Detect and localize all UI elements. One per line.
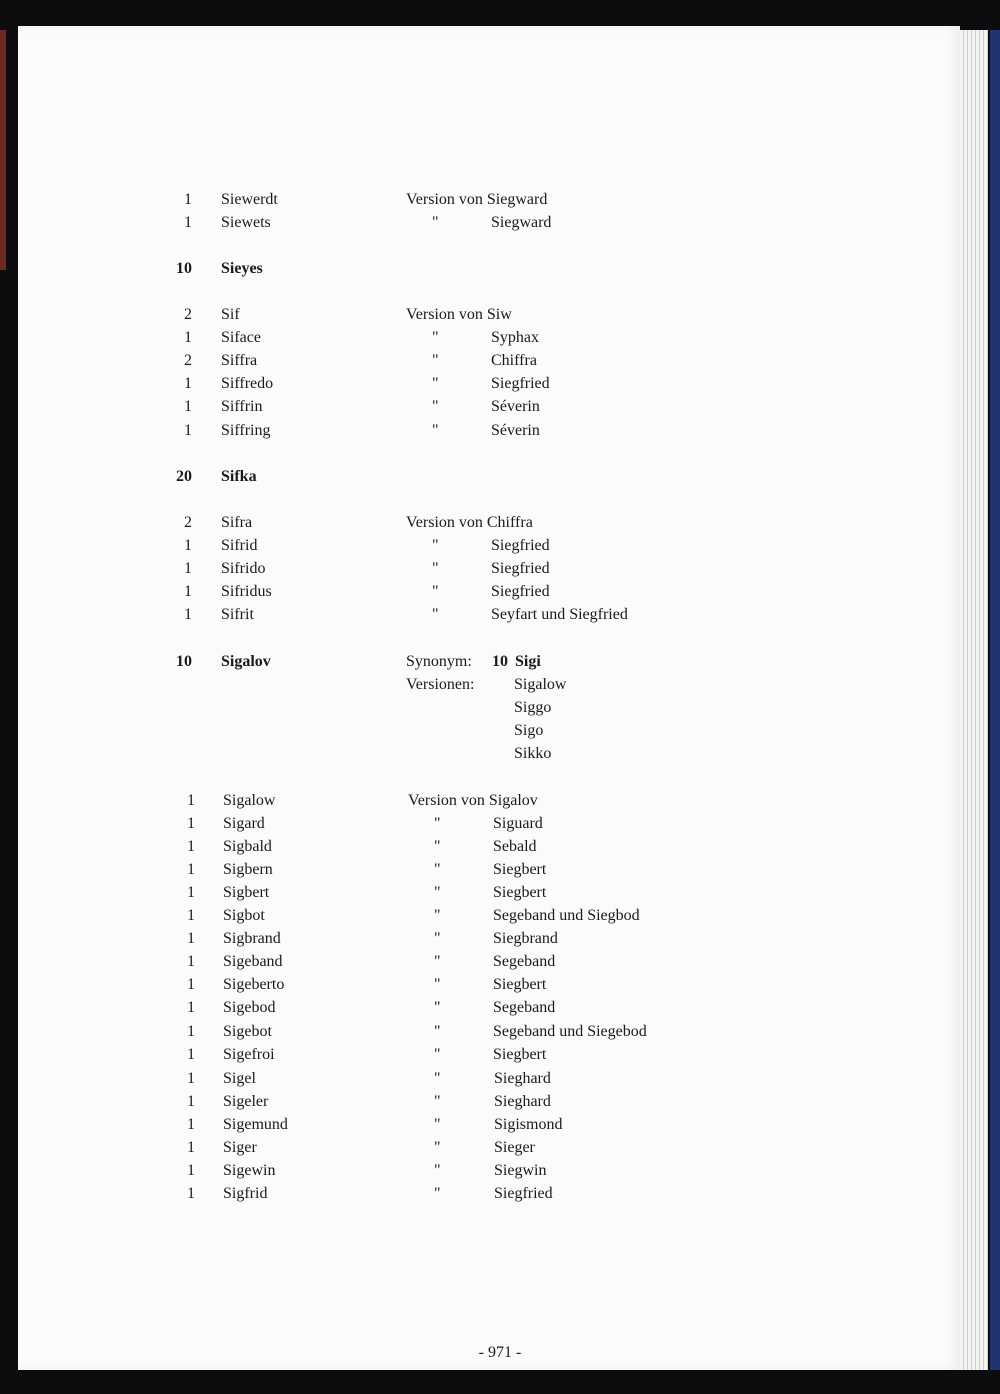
list-item xyxy=(0,651,1000,673)
list-item xyxy=(0,1068,1000,1090)
entry-target: Siegbert xyxy=(493,884,547,901)
entry-name: Sigbot xyxy=(223,907,265,924)
entry-target: Séverin xyxy=(491,422,540,439)
entry-frequency: 1 xyxy=(184,398,192,415)
entry-name: Siewerdt xyxy=(221,191,278,208)
list-item xyxy=(0,1044,1000,1066)
entry-frequency: 1 xyxy=(187,1162,195,1179)
entry-name: Siffredo xyxy=(221,375,274,392)
entry-name: Siffra xyxy=(221,352,258,369)
list-item xyxy=(0,997,1000,1019)
ditto-mark: " xyxy=(434,1116,441,1133)
entry-target: Siegbert xyxy=(493,976,547,993)
entry-frequency: 1 xyxy=(187,999,195,1016)
entry-name: Sigbald xyxy=(223,838,272,855)
entry-name: Sigemund xyxy=(223,1116,288,1133)
list-item xyxy=(0,720,1000,742)
entry-frequency: 1 xyxy=(187,792,195,809)
list-item xyxy=(0,466,1000,488)
ditto-mark: " xyxy=(434,976,441,993)
ditto-mark: " xyxy=(434,1046,441,1063)
entry-frequency: 1 xyxy=(187,838,195,855)
list-item xyxy=(0,1160,1000,1182)
entry-frequency: 1 xyxy=(187,884,195,901)
entry-target: Segeband und Siegebod xyxy=(493,1023,647,1040)
entry-frequency: 2 xyxy=(184,352,192,369)
entry-target: Segeband xyxy=(493,999,556,1016)
list-item xyxy=(0,512,1000,534)
ditto-mark: " xyxy=(432,214,439,231)
entry-name: Sigbern xyxy=(223,861,273,878)
ditto-mark: " xyxy=(434,1139,441,1156)
list-item xyxy=(0,790,1000,812)
entry-target: Sieghard xyxy=(494,1070,551,1087)
entry-info: Version von Sigalov xyxy=(408,792,538,809)
entry-frequency: 1 xyxy=(187,1139,195,1156)
entry-target: Siegfried xyxy=(491,537,550,554)
entry-target: Siegward xyxy=(491,214,552,231)
list-item xyxy=(0,1137,1000,1159)
entry-name: Sifra xyxy=(221,514,253,531)
entry-frequency: 1 xyxy=(184,583,192,600)
entry-frequency: 1 xyxy=(187,1093,195,1110)
ditto-mark: " xyxy=(434,907,441,924)
entry-target: Syphax xyxy=(491,329,539,346)
ditto-mark: " xyxy=(432,560,439,577)
entry-name: Sigebot xyxy=(223,1023,272,1040)
ditto-mark: " xyxy=(434,930,441,947)
ditto-mark: " xyxy=(432,329,439,346)
entry-frequency: 1 xyxy=(187,1070,195,1087)
entry-target: Sieger xyxy=(494,1139,535,1156)
ditto-mark: " xyxy=(434,884,441,901)
entry-name: Siface xyxy=(221,329,261,346)
entry-frequency: 2 xyxy=(184,306,192,323)
ditto-mark: " xyxy=(434,1023,441,1040)
entry-name: Siffrin xyxy=(221,398,263,415)
list-item xyxy=(0,743,1000,765)
list-item xyxy=(0,974,1000,996)
ditto-mark: " xyxy=(434,861,441,878)
entry-target: Siegfried xyxy=(491,560,550,577)
entry-target: Seyfart und Siegfried xyxy=(491,606,628,623)
list-item xyxy=(0,396,1000,418)
entry-name: Sigbert xyxy=(223,884,270,901)
entry-target: Siguard xyxy=(493,815,543,832)
entry-name: Siewets xyxy=(221,214,271,231)
list-item xyxy=(0,836,1000,858)
list-item xyxy=(0,1183,1000,1205)
entry-name: Sifka xyxy=(221,468,257,485)
entry-frequency: 1 xyxy=(187,1185,195,1202)
synonym-frequency: 10 xyxy=(492,653,508,670)
book-spine-edge xyxy=(0,30,6,270)
entry-frequency: 1 xyxy=(187,1046,195,1063)
entry-info: Versionen: xyxy=(406,676,475,693)
ditto-mark: " xyxy=(432,537,439,554)
entry-info: Version von Chiffra xyxy=(406,514,533,531)
list-item xyxy=(0,304,1000,326)
ditto-mark: " xyxy=(434,1185,441,1202)
entry-frequency: 1 xyxy=(187,976,195,993)
list-item xyxy=(0,859,1000,881)
entry-target: Siegbert xyxy=(493,1046,547,1063)
entry-name: Sigard xyxy=(223,815,265,832)
entry-name: Sigfrid xyxy=(223,1185,268,1202)
ditto-mark: " xyxy=(432,422,439,439)
entry-name: Sigalow xyxy=(223,792,276,809)
entry-target: Segeband und Siegbod xyxy=(493,907,640,924)
entry-frequency: 2 xyxy=(184,514,192,531)
entry-frequency: 1 xyxy=(187,1116,195,1133)
entry-info: Version von Siegward xyxy=(406,191,548,208)
entry-target: Segeband xyxy=(493,953,556,970)
list-item xyxy=(0,327,1000,349)
entry-target: Séverin xyxy=(491,398,540,415)
entry-frequency: 1 xyxy=(187,930,195,947)
list-item xyxy=(0,212,1000,234)
entry-frequency: 1 xyxy=(184,375,192,392)
entry-frequency: 1 xyxy=(187,907,195,924)
list-item xyxy=(0,905,1000,927)
ditto-mark: " xyxy=(434,953,441,970)
entry-frequency: 1 xyxy=(184,191,192,208)
entry-frequency: 1 xyxy=(184,422,192,439)
ditto-mark: " xyxy=(434,1162,441,1179)
list-item xyxy=(0,813,1000,835)
list-item xyxy=(0,189,1000,211)
entry-target: Sigismond xyxy=(494,1116,563,1133)
entry-frequency: 20 xyxy=(176,468,192,485)
entry-frequency: 10 xyxy=(176,260,192,277)
entry-info: Version von Siw xyxy=(406,306,512,323)
ditto-mark: " xyxy=(434,999,441,1016)
list-item xyxy=(0,951,1000,973)
ditto-mark: " xyxy=(432,583,439,600)
list-item xyxy=(0,535,1000,557)
entry-frequency: 1 xyxy=(187,815,195,832)
entry-target: Siegwin xyxy=(494,1162,547,1179)
ditto-mark: " xyxy=(432,352,439,369)
ditto-mark: " xyxy=(434,838,441,855)
list-item xyxy=(0,928,1000,950)
entry-name: Sif xyxy=(221,306,240,323)
entry-frequency: 1 xyxy=(184,560,192,577)
entry-name: Sifrido xyxy=(221,560,266,577)
entry-target: Sigalow xyxy=(514,676,567,693)
list-item xyxy=(0,697,1000,719)
entry-frequency: 1 xyxy=(184,329,192,346)
entry-frequency: 1 xyxy=(184,537,192,554)
entry-frequency: 1 xyxy=(187,861,195,878)
entry-name: Siger xyxy=(223,1139,257,1156)
entry-name: Sigeberto xyxy=(223,976,285,993)
list-item xyxy=(0,1114,1000,1136)
entry-name: Sigeband xyxy=(223,953,283,970)
list-item xyxy=(0,674,1000,696)
entry-info: Synonym: xyxy=(406,653,472,670)
entry-frequency: 1 xyxy=(184,606,192,623)
ditto-mark: " xyxy=(434,815,441,832)
entry-target: Sikko xyxy=(514,745,552,762)
entry-name: Sigel xyxy=(223,1070,256,1087)
page-number: - 971 - xyxy=(478,1344,522,1361)
list-item xyxy=(0,373,1000,395)
ditto-mark: " xyxy=(432,606,439,623)
list-item xyxy=(0,882,1000,904)
synonym-name: Sigi xyxy=(515,653,541,670)
entry-name: Siffring xyxy=(221,422,271,439)
list-item xyxy=(0,420,1000,442)
list-item xyxy=(0,350,1000,372)
entry-name: Sigbrand xyxy=(223,930,281,947)
entry-target: Sebald xyxy=(493,838,537,855)
ditto-mark: " xyxy=(434,1070,441,1087)
list-item xyxy=(0,1021,1000,1043)
entry-name: Sigalov xyxy=(221,653,271,670)
ditto-mark: " xyxy=(432,375,439,392)
entry-name: Sigewin xyxy=(223,1162,276,1179)
entry-name: Sieyes xyxy=(221,260,263,277)
entry-frequency: 1 xyxy=(187,953,195,970)
list-item xyxy=(0,581,1000,603)
entry-target: Siegbert xyxy=(493,861,547,878)
entry-target: Siegfried xyxy=(491,583,550,600)
entry-name: Sigebod xyxy=(223,999,276,1016)
entry-frequency: 1 xyxy=(187,1023,195,1040)
entry-name: Sigefroi xyxy=(223,1046,275,1063)
entry-target: Siggo xyxy=(514,699,552,716)
ditto-mark: " xyxy=(434,1093,441,1110)
list-item xyxy=(0,604,1000,626)
entry-name: Sigeler xyxy=(223,1093,269,1110)
entry-name: Sifrid xyxy=(221,537,258,554)
entry-target: Sieghard xyxy=(494,1093,551,1110)
list-item xyxy=(0,558,1000,580)
entry-name: Sifrit xyxy=(221,606,254,623)
entry-frequency: 1 xyxy=(184,214,192,231)
entry-name: Sifridus xyxy=(221,583,272,600)
entry-target: Sigo xyxy=(514,722,544,739)
list-item xyxy=(0,258,1000,280)
entry-target: Siegfried xyxy=(491,375,550,392)
entry-target: Chiffra xyxy=(491,352,537,369)
entry-target: Siegfried xyxy=(494,1185,553,1202)
entry-target: Siegbrand xyxy=(493,930,558,947)
list-item xyxy=(0,1091,1000,1113)
entry-frequency: 10 xyxy=(176,653,192,670)
ditto-mark: " xyxy=(432,398,439,415)
